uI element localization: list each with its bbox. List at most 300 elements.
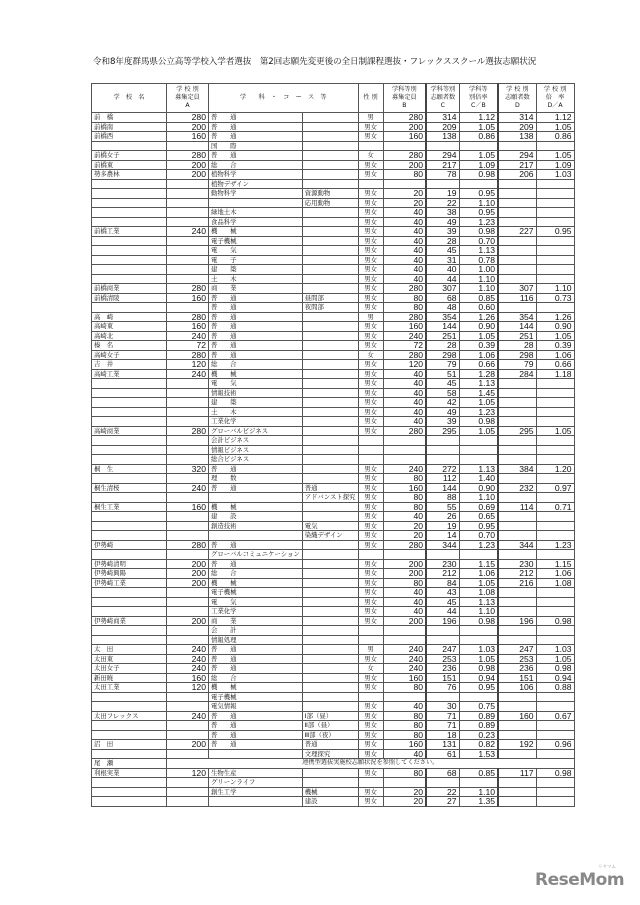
school-name: 高崎工業 [92, 369, 167, 379]
capacity-a [167, 388, 209, 398]
ratio-da: 0.86 [536, 132, 574, 142]
applicants-c: 344 [426, 540, 459, 550]
ratio-da: 1.05 [536, 654, 574, 664]
header-applicants-c: 学科等別 志願者数 C [426, 84, 459, 113]
school-name: 伊勢崎清明 [92, 559, 167, 569]
course: 情報技術 [209, 388, 303, 398]
course: 普 通 [209, 341, 303, 351]
ratio-da [536, 512, 574, 522]
school-name [92, 217, 167, 227]
course: 普 通 [209, 740, 303, 750]
gender [358, 692, 383, 702]
sub-course [302, 388, 358, 398]
ratio-cb: 1.03 [459, 645, 498, 655]
applicants-d: 217 [498, 160, 536, 170]
course: 電子機械 [209, 236, 303, 246]
capacity-a [167, 635, 209, 645]
ratio-da: 0.67 [536, 711, 574, 721]
capacity-a: 120 [167, 683, 209, 693]
ratio-da [536, 493, 574, 503]
school-name: 新田暁 [92, 673, 167, 683]
applicants-c: 68 [426, 293, 459, 303]
course: 植物デザイン [209, 179, 303, 189]
ratio-da: 1.10 [536, 284, 574, 294]
ratio-da [536, 455, 574, 465]
course: 商 業 [209, 284, 303, 294]
sub-course [302, 227, 358, 237]
school-name [92, 141, 167, 151]
sub-course: Ⅰ部（昼） [302, 711, 358, 721]
capacity-a [167, 607, 209, 617]
capacity-a [167, 626, 209, 636]
applicants-d [498, 379, 536, 389]
school-name [92, 455, 167, 465]
table-row [92, 322, 575, 332]
applicants-c: 68 [426, 768, 459, 778]
applicants-c [426, 445, 459, 455]
school-name [92, 417, 167, 427]
school-name [92, 597, 167, 607]
gender: 男 [358, 312, 383, 322]
sub-course [302, 512, 358, 522]
ratio-da [536, 303, 574, 313]
applicants-d [498, 189, 536, 199]
sub-course [302, 426, 358, 436]
school-name [92, 398, 167, 408]
capacity-a: 320 [167, 464, 209, 474]
ratio-da [536, 407, 574, 417]
ratio-da [536, 730, 574, 740]
school-name: 高崎北 [92, 331, 167, 341]
capacity-a [167, 179, 209, 189]
ratio-cb: 1.09 [459, 160, 498, 170]
capacity-b: 40 [383, 227, 426, 237]
course: 工業化学 [209, 607, 303, 617]
ratio-da: 0.98 [536, 616, 574, 626]
gender [358, 445, 383, 455]
sub-course [302, 474, 358, 484]
gender: 男女 [358, 360, 383, 370]
table-row [92, 198, 575, 208]
ratio-cb: 1.45 [459, 388, 498, 398]
gender: 男女 [358, 673, 383, 683]
table-row [92, 350, 575, 360]
school-name: 桐 生 [92, 464, 167, 474]
header-row [92, 84, 575, 113]
table-row [92, 569, 575, 579]
ratio-da: 0.94 [536, 673, 574, 683]
capacity-b: 200 [383, 122, 426, 132]
ratio-da [536, 208, 574, 218]
sub-course [302, 778, 358, 788]
course: 電子機械 [209, 588, 303, 598]
capacity-b: 40 [383, 607, 426, 617]
table-row [92, 398, 575, 408]
sub-course [302, 569, 358, 579]
course: 普 通 [209, 721, 303, 731]
ratio-da [536, 436, 574, 446]
table-row [92, 778, 575, 788]
capacity-b: 280 [383, 350, 426, 360]
applicants-d: 192 [498, 740, 536, 750]
gender: 男女 [358, 284, 383, 294]
course: 普 通 [209, 293, 303, 303]
ratio-cb: 1.10 [459, 198, 498, 208]
school-name [92, 778, 167, 788]
course: 食品科学 [209, 217, 303, 227]
course: 建 築 [209, 398, 303, 408]
gender: 男女 [358, 464, 383, 474]
capacity-a [167, 550, 209, 560]
capacity-a: 280 [167, 350, 209, 360]
applicants-c: 294 [426, 151, 459, 161]
capacity-b [383, 778, 426, 788]
gender: 男女 [358, 654, 383, 664]
course: 電 子 [209, 255, 303, 265]
ratio-cb [459, 635, 498, 645]
applicants-d: 138 [498, 132, 536, 142]
ratio-cb: 0.90 [459, 483, 498, 493]
sub-course [302, 236, 358, 246]
sub-course [302, 246, 358, 256]
ratio-da [536, 607, 574, 617]
course: 普 通 [209, 540, 303, 550]
sub-course [302, 540, 358, 550]
ratio-cb: 1.10 [459, 787, 498, 797]
applicants-d: 28 [498, 341, 536, 351]
applicants-d [498, 246, 536, 256]
table-row [92, 217, 575, 227]
school-name: 太 田 [92, 645, 167, 655]
header-capacity-b: 学科等別 募集定員 B [383, 84, 426, 113]
ratio-cb: 0.95 [459, 683, 498, 693]
capacity-b: 40 [383, 274, 426, 284]
capacity-b: 160 [383, 483, 426, 493]
ratio-da [536, 198, 574, 208]
gender: 男女 [358, 379, 383, 389]
school-name: 前橋女子 [92, 151, 167, 161]
ratio-da [536, 521, 574, 531]
school-name [92, 236, 167, 246]
course: 総 合 [209, 673, 303, 683]
applicants-c: 112 [426, 474, 459, 484]
application-status-table [91, 83, 575, 807]
school-name [92, 749, 167, 759]
applicants-d: 295 [498, 426, 536, 436]
ratio-cb: 0.85 [459, 293, 498, 303]
sub-course [302, 654, 358, 664]
ratio-da [536, 474, 574, 484]
applicants-d [498, 787, 536, 797]
capacity-a: 160 [167, 673, 209, 683]
sub-course [302, 312, 358, 322]
gender: 男女 [358, 721, 383, 731]
school-name: 前橋商業 [92, 284, 167, 294]
applicants-d: 384 [498, 464, 536, 474]
applicants-c: 49 [426, 407, 459, 417]
capacity-b: 20 [383, 189, 426, 199]
sub-course [302, 768, 358, 778]
sub-course [302, 436, 358, 446]
course: 建 築 [209, 265, 303, 275]
capacity-a: 280 [167, 312, 209, 322]
sub-course [302, 607, 358, 617]
course: 土 木 [209, 274, 303, 284]
school-name: 勢多農林 [92, 170, 167, 180]
applicants-c: 295 [426, 426, 459, 436]
applicants-d [498, 417, 536, 427]
sub-course: 資源動物 [302, 189, 358, 199]
capacity-b: 160 [383, 673, 426, 683]
ratio-da: 0.71 [536, 502, 574, 512]
applicants-c: 196 [426, 616, 459, 626]
applicants-d [498, 236, 536, 246]
ratio-cb [459, 179, 498, 189]
ratio-da [536, 246, 574, 256]
table-row [92, 730, 575, 740]
ratio-cb: 1.12 [459, 113, 498, 123]
capacity-b: 280 [383, 312, 426, 322]
capacity-b [383, 436, 426, 446]
ratio-da [536, 635, 574, 645]
course: 会 計 [209, 626, 303, 636]
sub-course [302, 635, 358, 645]
course: 土 木 [209, 407, 303, 417]
capacity-b [383, 455, 426, 465]
ratio-cb: 1.05 [459, 654, 498, 664]
capacity-a [167, 531, 209, 541]
applicants-c [426, 141, 459, 151]
ratio-cb: 1.13 [459, 464, 498, 474]
applicants-c: 58 [426, 388, 459, 398]
resemom-logo-sub: リセマム [598, 865, 616, 870]
sub-course [302, 502, 358, 512]
ratio-cb: 1.08 [459, 588, 498, 598]
ratio-da [536, 778, 574, 788]
capacity-b: 40 [383, 265, 426, 275]
school-name: 太田工業 [92, 683, 167, 693]
applicants-d: 206 [498, 170, 536, 180]
course: 普 通 [209, 711, 303, 721]
capacity-b: 160 [383, 322, 426, 332]
applicants-d: 354 [498, 312, 536, 322]
gender: 男女 [358, 493, 383, 503]
school-name: 尾 瀬 [92, 759, 167, 769]
applicants-c: 151 [426, 673, 459, 683]
applicants-d [498, 692, 536, 702]
school-name [92, 179, 167, 189]
table-row [92, 284, 575, 294]
gender: 男女 [358, 322, 383, 332]
school-name [92, 379, 167, 389]
school-name [92, 265, 167, 275]
capacity-a [167, 493, 209, 503]
capacity-b: 20 [383, 531, 426, 541]
course: 普 通 [209, 664, 303, 674]
capacity-a [167, 246, 209, 256]
school-name [92, 702, 167, 712]
gender: 男女 [358, 531, 383, 541]
capacity-a: 280 [167, 540, 209, 550]
sub-course [302, 113, 358, 123]
applicants-c: 28 [426, 236, 459, 246]
applicants-d: 230 [498, 559, 536, 569]
ratio-da: 0.66 [536, 360, 574, 370]
ratio-da [536, 141, 574, 151]
table-row [92, 179, 575, 189]
ratio-da [536, 217, 574, 227]
capacity-a [167, 797, 209, 807]
ratio-cb [459, 550, 498, 560]
capacity-b: 40 [383, 255, 426, 265]
school-name [92, 550, 167, 560]
capacity-a: 240 [167, 369, 209, 379]
applicants-d: 160 [498, 711, 536, 721]
applicants-c: 42 [426, 398, 459, 408]
gender [358, 436, 383, 446]
course: 理 数 [209, 474, 303, 484]
applicants-c [426, 455, 459, 465]
ratio-da: 0.98 [536, 664, 574, 674]
applicants-d: 144 [498, 322, 536, 332]
school-name [92, 607, 167, 617]
applicants-d [498, 702, 536, 712]
capacity-b [383, 141, 426, 151]
ratio-da: 0.88 [536, 683, 574, 693]
applicants-d: 298 [498, 350, 536, 360]
course: 総 合 [209, 160, 303, 170]
capacity-b: 40 [383, 388, 426, 398]
school-name: 前 橋 [92, 113, 167, 123]
gender: 男女 [358, 730, 383, 740]
capacity-a [167, 198, 209, 208]
ratio-da [536, 265, 574, 275]
sub-course [302, 645, 358, 655]
applicants-d [498, 265, 536, 275]
capacity-b: 280 [383, 284, 426, 294]
capacity-b: 20 [383, 198, 426, 208]
course: 普 通 [209, 132, 303, 142]
capacity-b: 40 [383, 749, 426, 759]
course: グローバルビジネス [209, 426, 303, 436]
ratio-da: 1.18 [536, 369, 574, 379]
course: 普 通 [209, 312, 303, 322]
capacity-a [167, 398, 209, 408]
ratio-cb: 0.95 [459, 208, 498, 218]
sub-course [302, 331, 358, 341]
capacity-b: 40 [383, 398, 426, 408]
applicants-c: 251 [426, 331, 459, 341]
table-row [92, 521, 575, 531]
table-row [92, 331, 575, 341]
school-name: 榛 名 [92, 341, 167, 351]
table-row [92, 312, 575, 322]
school-name [92, 255, 167, 265]
sub-course [302, 122, 358, 132]
capacity-a: 200 [167, 559, 209, 569]
capacity-a [167, 208, 209, 218]
school-name [92, 635, 167, 645]
ratio-da [536, 626, 574, 636]
capacity-b: 40 [383, 217, 426, 227]
school-name [92, 474, 167, 484]
gender: 男女 [358, 293, 383, 303]
ratio-da [536, 417, 574, 427]
capacity-a [167, 445, 209, 455]
sub-course: 夜間部 [302, 303, 358, 313]
school-name: 太田フレックス [92, 711, 167, 721]
sub-course: 昼間部 [302, 293, 358, 303]
sub-course [302, 455, 358, 465]
sub-course [302, 407, 358, 417]
gender: 男女 [358, 683, 383, 693]
applicants-d [498, 607, 536, 617]
table-row [92, 635, 575, 645]
school-name: 前橋工業 [92, 227, 167, 237]
sub-course [302, 217, 358, 227]
ratio-da: 0.97 [536, 483, 574, 493]
ratio-cb: 1.28 [459, 369, 498, 379]
gender: 男女 [358, 588, 383, 598]
table-row [92, 588, 575, 598]
gender: 男女 [358, 398, 383, 408]
applicants-c: 212 [426, 569, 459, 579]
course: 工業化学 [209, 417, 303, 427]
applicants-d [498, 398, 536, 408]
gender: 男 [358, 645, 383, 655]
ratio-da [536, 550, 574, 560]
sub-course [302, 692, 358, 702]
ratio-da: 1.06 [536, 350, 574, 360]
applicants-d [498, 797, 536, 807]
course [209, 531, 303, 541]
ratio-da [536, 702, 574, 712]
course: 総 合 [209, 360, 303, 370]
gender: 男女 [358, 217, 383, 227]
capacity-a [167, 189, 209, 199]
gender: 女 [358, 350, 383, 360]
school-name [92, 721, 167, 731]
table-row [92, 151, 575, 161]
sub-course [302, 588, 358, 598]
capacity-a [167, 274, 209, 284]
applicants-d [498, 388, 536, 398]
table-row [92, 597, 575, 607]
course: 建 設 [209, 512, 303, 522]
course: 普 通 [209, 350, 303, 360]
ratio-cb: 1.15 [459, 559, 498, 569]
table-row [92, 417, 575, 427]
capacity-b: 80 [383, 493, 426, 503]
applicants-c [426, 626, 459, 636]
capacity-a [167, 512, 209, 522]
course: 普 通 [209, 645, 303, 655]
applicants-c: 28 [426, 341, 459, 351]
course: 情報ビジネス [209, 445, 303, 455]
capacity-b: 160 [383, 132, 426, 142]
applicants-d [498, 493, 536, 503]
applicants-c: 38 [426, 208, 459, 218]
school-name [92, 198, 167, 208]
ratio-da [536, 236, 574, 246]
capacity-b [383, 635, 426, 645]
gender: 男女 [358, 578, 383, 588]
table-row [92, 683, 575, 693]
gender: 男女 [358, 189, 383, 199]
table-row [92, 797, 575, 807]
capacity-a [167, 521, 209, 531]
gender: 男女 [358, 388, 383, 398]
